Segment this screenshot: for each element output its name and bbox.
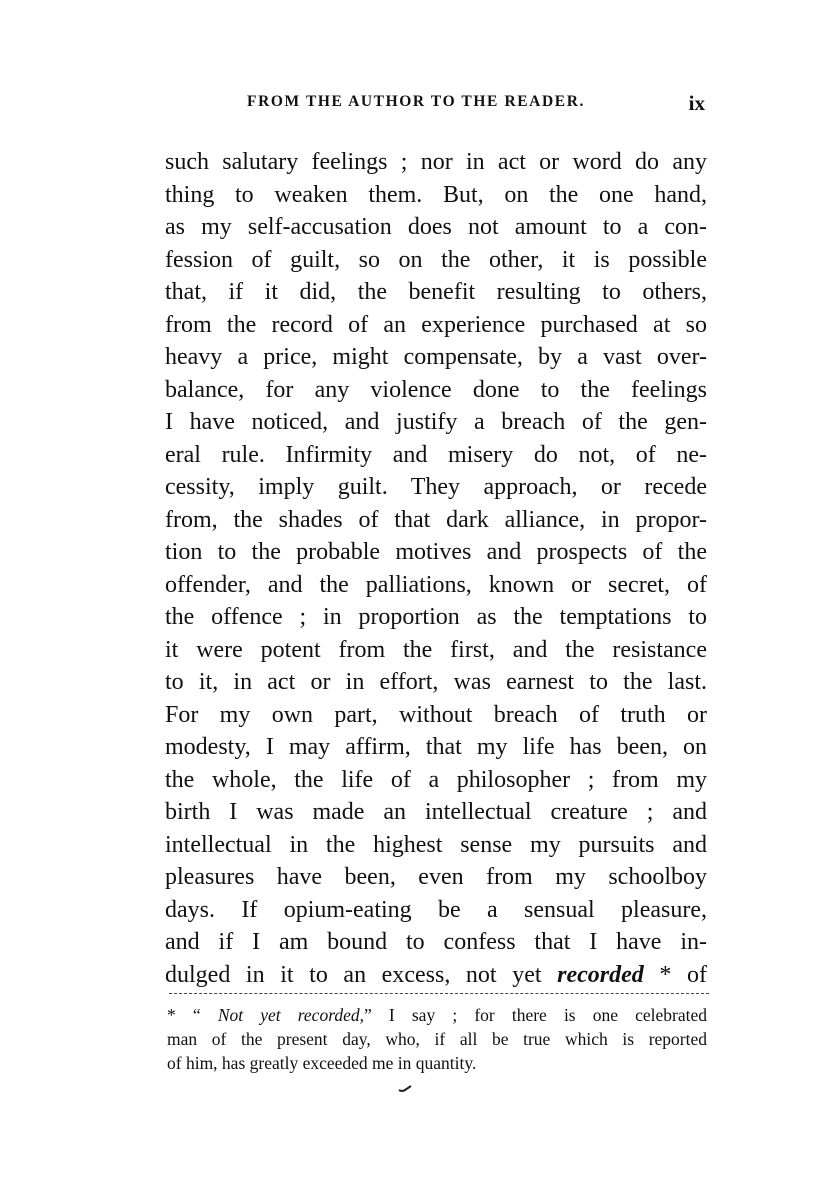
last-line-suffix: of — [687, 961, 707, 988]
text-line: as my self-accusation does not amount to a con- — [165, 214, 707, 240]
footnote-marker: * — [167, 1005, 176, 1025]
footnote-line — [167, 1003, 707, 1027]
footnote-line: man of the present day, who, if all be true which is reported — [167, 1029, 707, 1049]
footnote-line-rest: I say ; for there is one celebrated — [388, 1005, 708, 1025]
text-line: such salutary feelings ; nor in act or word do any — [165, 149, 707, 175]
running-title: FROM THE AUTHOR TO THE READER. — [247, 93, 585, 110]
footnote — [167, 1003, 707, 1075]
text-line: For my own part, without breach of truth or — [165, 701, 707, 728]
text-line: eral rule. Infirmity and misery do not, of ne- — [165, 441, 707, 468]
text-line: I have noticed, and justify a breach of the gen- — [165, 409, 707, 435]
text-line: from, the shades of that dark alliance, in propor- — [165, 506, 707, 533]
text-line: the offence ; in proportion as the temptations to — [165, 604, 707, 630]
text-line: to it, in act or in effort, was earnest to the last. — [165, 669, 707, 695]
body-text — [165, 146, 707, 991]
text-line: offender, and the palliations, known or secret, of — [165, 571, 707, 598]
text-line: the whole, the life of a philosopher ; from my — [165, 766, 707, 793]
text-line: thing to weaken them. But, on the one hand, — [165, 181, 707, 208]
text-line-last — [165, 959, 707, 992]
text-line: balance, for any violence done to the feelings — [165, 376, 707, 403]
emphasis-recorded: recorded — [557, 961, 644, 988]
running-head — [167, 93, 707, 123]
text-line: it were potent from the first, and the resistance — [165, 636, 707, 663]
footnote-rule — [169, 993, 709, 994]
printer-mark-icon — [398, 1085, 412, 1093]
text-line: and if I am bound to confess that I have in- — [165, 929, 707, 955]
text-line: cessity, imply guilt. They approach, or recede — [165, 474, 707, 500]
footnote-emphasis: Not yet recorded, — [217, 1005, 364, 1025]
text-line: fession of guilt, so on the other, it is possible — [165, 246, 707, 273]
footnote-open-quote: “ — [192, 1005, 201, 1025]
text-line: birth I was made an intellectual creature ; and — [165, 799, 707, 825]
text-line: heavy a price, might compensate, by a vast over- — [165, 344, 707, 370]
text-line: modesty, I may affirm, that my life has been, on — [165, 734, 707, 760]
text-line: intellectual in the highest sense my pursuits and — [165, 831, 707, 858]
last-line-prefix: dulged in it to an excess, not yet — [165, 961, 542, 988]
footnote-close-quote: ” — [364, 1005, 372, 1025]
footnote-marker: * — [659, 961, 672, 988]
footnote-line: of him, has greatly exceeded me in quantity. — [167, 1053, 477, 1073]
page-number: ix — [688, 91, 705, 115]
text-line: pleasures have been, even from my schoolboy — [165, 864, 707, 890]
text-line: from the record of an experience purchased at so — [165, 311, 707, 338]
text-line: tion to the probable motives and prospects of the — [165, 539, 707, 565]
text-line: that, if it did, the benefit resulting to others, — [165, 279, 707, 305]
text-line: days. If opium-eating be a sensual pleasure, — [165, 896, 707, 923]
